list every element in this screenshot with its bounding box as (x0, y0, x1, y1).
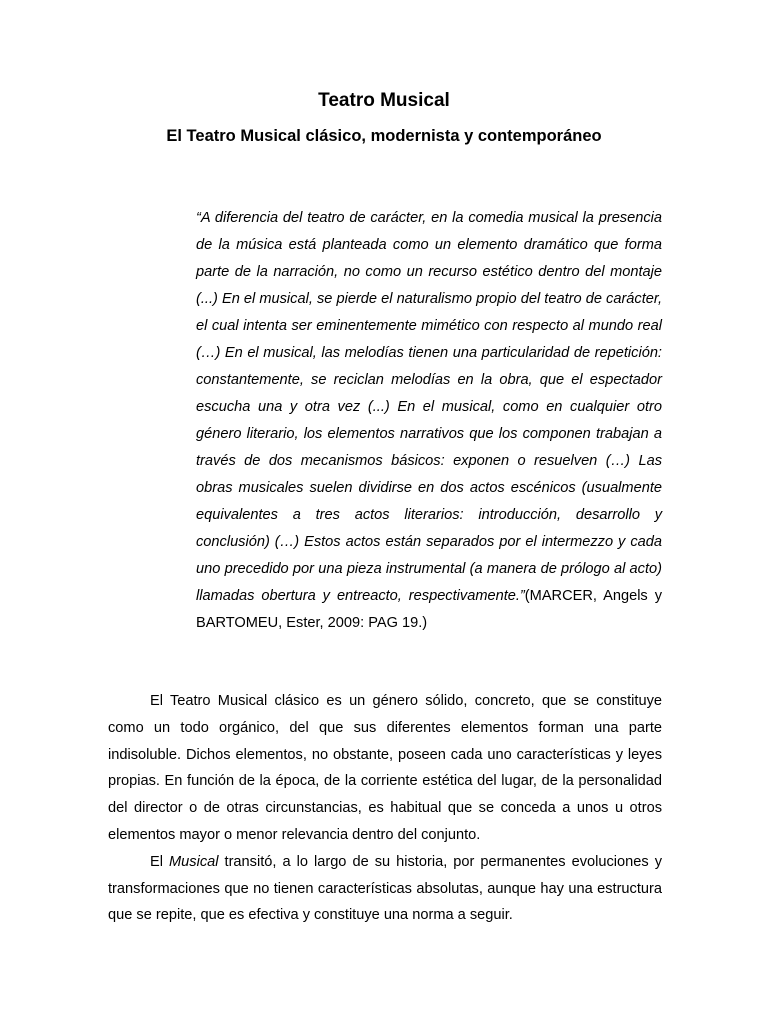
quote-citation: (MARCER, Angels y BARTOMEU, Ester, 2009: PAG 19.) (196, 588, 662, 631)
page-title: Teatro Musical (318, 90, 450, 111)
body-text (108, 688, 662, 929)
block-quote (196, 205, 662, 637)
paragraph-2-rest: transitó, a lo largo de su historia, por permanentes evoluciones y transformaciones que no tienen características absolutas, aunque hay una estructura que se repite, que es efectiva y constituye una norma a seguir. (108, 853, 662, 924)
paragraph-2-emphasis: Musical (169, 853, 219, 870)
quote-text: “A diferencia del teatro de carácter, en la comedia musical la presencia de la música está planteada como un elemento dramático que forma parte de la narración, no como un recurso estético dentro del montaje (...) En el musical, se pierde el naturalismo propio del teatro de carácter, el cual intenta ser eminentemente mimético con respecto al mundo real (…) En el musical, las melodías tienen una particularidad de repetición: constantemente, se reciclan melodías en la obra, que el espectador escucha una y otra vez (...) En el musical, como en cualquier otro género literario, los elementos narrativos que los componen trabajan a través de dos mecanismos básicos: exponen o resuelven (…) Las obras musicales suelen dividirse en dos actos escénicos (usualmente equivalentes a tres actos literarios: introducción, desarrollo y conclusión) (…) Estos actos están separados por el intermezzo y cada uno precedido por una pieza instrumental (a manera de prólogo al acto) llamadas obertura y entreacto, respectivamente.” (196, 210, 662, 604)
paragraph-2-start: El (150, 853, 170, 870)
body-paragraph-1: El Teatro Musical clásico es un género sólido, concreto, que se constituye como un todo orgánico, del que sus diferentes elementos forman una parte indisoluble. Dichos elementos, no obstante, poseen cada uno características y leyes propias. En función de la época, de la corriente estética del lugar, de la personalidad del director o de otras circunstancias, es habitual que se conceda a unos u otros elementos mayor o menor relevancia dentro del conjunto. (108, 693, 662, 843)
page-subtitle: El Teatro Musical clásico, modernista y contemporáneo (166, 127, 602, 145)
body-paragraph-2 (108, 849, 662, 929)
